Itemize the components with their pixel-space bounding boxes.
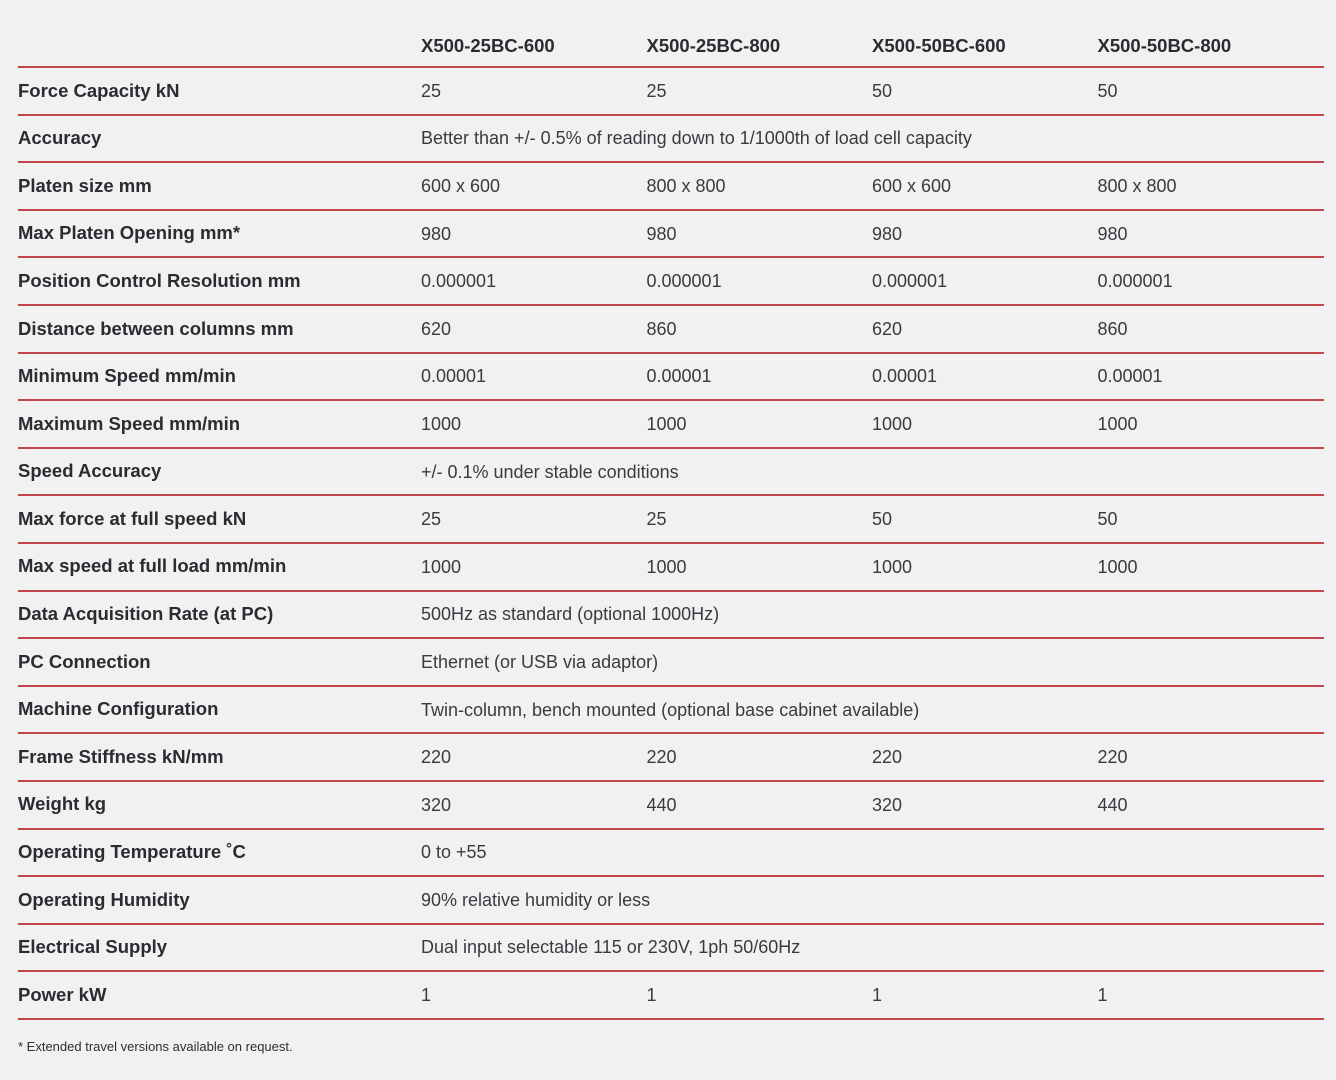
- footnote: * Extended travel versions available on request.: [18, 1039, 293, 1054]
- row-value: 860: [1097, 318, 1128, 339]
- table-row: [18, 544, 1324, 592]
- table-row: [18, 734, 1324, 782]
- row-value: 220: [646, 747, 677, 768]
- table-header-row: [18, 20, 1324, 68]
- row-label: Force Capacity kN: [18, 79, 180, 101]
- row-value: 0.000001: [646, 271, 722, 292]
- column-header: X500-50BC-600: [872, 34, 1006, 56]
- row-value: 320: [421, 794, 452, 815]
- row-value: 0.000001: [872, 271, 948, 292]
- row-value: 980: [1097, 223, 1128, 244]
- row-label: Minimum Speed mm/min: [18, 365, 236, 387]
- table-row: [18, 496, 1324, 544]
- row-label: Operating Temperature ˚C: [18, 841, 246, 863]
- row-value: 600 x 600: [421, 175, 501, 196]
- table-row: [18, 401, 1324, 449]
- row-value: 50: [872, 80, 893, 101]
- row-spanned-value: 0 to +55: [421, 842, 487, 863]
- row-value: 1: [646, 985, 657, 1006]
- column-header: X500-25BC-600: [421, 34, 555, 56]
- row-label: Electrical Supply: [18, 936, 168, 958]
- row-spanned-value: +/- 0.1% under stable conditions: [421, 461, 679, 482]
- row-value: 600 x 600: [872, 175, 952, 196]
- table-row: [18, 639, 1324, 687]
- table-row: [18, 354, 1324, 402]
- row-label: Max Platen Opening mm*: [18, 222, 241, 244]
- row-label: Distance between columns mm: [18, 317, 294, 339]
- row-label: Max speed at full load mm/min: [18, 555, 287, 577]
- row-value: 0.00001: [646, 366, 712, 387]
- row-value: 1000: [421, 556, 462, 577]
- row-value: 1: [421, 985, 432, 1006]
- row-value: 440: [1097, 794, 1128, 815]
- row-value: 1000: [872, 556, 913, 577]
- row-value: 25: [421, 80, 442, 101]
- row-value: 50: [872, 509, 893, 530]
- row-label: Weight kg: [18, 793, 107, 815]
- row-value: 0.00001: [421, 366, 487, 387]
- row-value: 0.000001: [421, 271, 497, 292]
- table-row: [18, 972, 1324, 1020]
- row-value: 25: [646, 509, 667, 530]
- row-label: Max force at full speed kN: [18, 507, 247, 529]
- row-value: 440: [646, 794, 677, 815]
- row-value: 0.00001: [1097, 366, 1163, 387]
- row-value: 1000: [1097, 556, 1138, 577]
- row-value: 1: [1097, 985, 1108, 1006]
- row-value: 50: [1097, 80, 1118, 101]
- row-label: Position Control Resolution mm: [18, 269, 301, 291]
- table-row: [18, 830, 1324, 878]
- row-value: 1000: [646, 413, 687, 434]
- row-label: Operating Humidity: [18, 888, 190, 910]
- row-spanned-value: 500Hz as standard (optional 1000Hz): [421, 604, 720, 625]
- row-value: 50: [1097, 509, 1118, 530]
- table-row: [18, 163, 1324, 211]
- row-spanned-value: Better than +/- 0.5% of reading down to 1/1000th of load cell capacity: [421, 128, 972, 149]
- table-row: [18, 258, 1324, 306]
- table-row: [18, 877, 1324, 925]
- row-value: 220: [421, 747, 452, 768]
- row-value: 220: [1097, 747, 1128, 768]
- table-row: [18, 306, 1324, 354]
- row-value: 1000: [872, 413, 913, 434]
- row-value: 220: [872, 747, 903, 768]
- row-label: Accuracy: [18, 127, 102, 149]
- row-label: PC Connection: [18, 650, 151, 672]
- row-label: Power kW: [18, 983, 107, 1005]
- row-label: Machine Configuration: [18, 698, 219, 720]
- row-value: 1000: [1097, 413, 1138, 434]
- table-row: [18, 592, 1324, 640]
- row-value: 620: [421, 318, 452, 339]
- row-value: 0.000001: [1097, 271, 1173, 292]
- table-row: [18, 68, 1324, 116]
- row-value: 25: [646, 80, 667, 101]
- row-label: Platen size mm: [18, 174, 152, 196]
- row-value: 1000: [421, 413, 462, 434]
- row-value: 800 x 800: [1097, 175, 1177, 196]
- column-header: X500-25BC-800: [646, 34, 781, 56]
- row-spanned-value: Twin-column, bench mounted (optional base cabinet available): [421, 699, 920, 720]
- table-body: [18, 68, 1324, 1020]
- table-row: [18, 687, 1324, 735]
- row-value: 980: [421, 223, 452, 244]
- table-row: [18, 211, 1324, 259]
- row-value: 320: [872, 794, 903, 815]
- row-value: 980: [872, 223, 903, 244]
- table-row: [18, 782, 1324, 830]
- row-value: 860: [646, 318, 677, 339]
- row-value: 1: [872, 985, 883, 1006]
- table-row: [18, 925, 1324, 973]
- spec-table: [18, 20, 1324, 1020]
- table-row: [18, 116, 1324, 164]
- row-value: 1000: [646, 556, 687, 577]
- row-label: Maximum Speed mm/min: [18, 412, 241, 434]
- row-value: 25: [421, 509, 442, 530]
- row-value: 620: [872, 318, 903, 339]
- row-value: 800 x 800: [646, 175, 726, 196]
- row-label: Frame Stiffness kN/mm: [18, 745, 224, 767]
- row-spanned-value: 90% relative humidity or less: [421, 889, 651, 910]
- row-spanned-value: Ethernet (or USB via adaptor): [421, 651, 659, 672]
- row-label: Data Acquisition Rate (at PC): [18, 603, 274, 625]
- row-spanned-value: Dual input selectable 115 or 230V, 1ph 50/60Hz: [421, 937, 801, 958]
- row-value: 980: [646, 223, 677, 244]
- row-label: Speed Accuracy: [18, 460, 162, 482]
- table-row: [18, 449, 1324, 497]
- column-header: X500-50BC-800: [1097, 34, 1232, 56]
- row-value: 0.00001: [872, 366, 938, 387]
